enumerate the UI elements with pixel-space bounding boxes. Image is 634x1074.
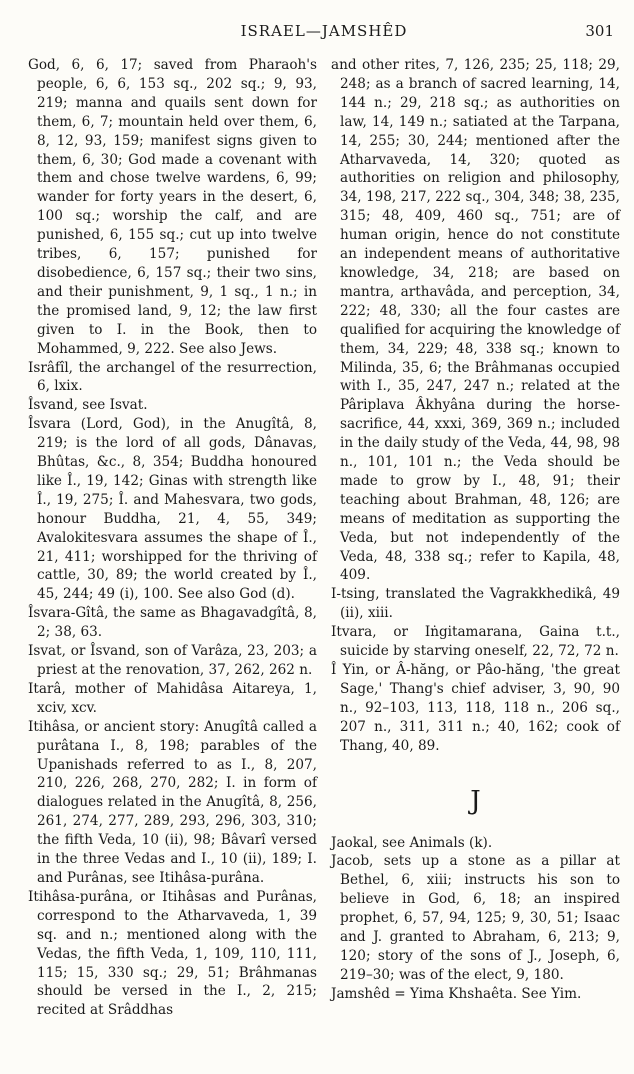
index-entry-itara: Itarâ, mother of Mahidâsa Aitareya, 1, xciv, xcv. bbox=[28, 680, 317, 716]
index-entry-jamshed: Jamshêd = Yima Khshaêta. See Yim. bbox=[331, 985, 582, 1002]
left-column bbox=[28, 56, 317, 1020]
index-entry-itihasa: Itihâsa, or ancient story: Anugîtâ called a purâtana I., 8, 198; parables of the Upanishads referred to as I., 8, 207, 210, 226, 268, 270, 282; I. in form of dialogues related in the Anugîtâ, 8, 256, 261, 274, 277, 289, 293, 296, 303, 310; the fifth Veda, 10 (ii), 98; Bâvarî versed in the three Vedas and I., 10 (ii), 189; I. and Purânas, see Itihâsa-purâna. bbox=[28, 718, 317, 886]
index-entry-jacob: Jacob, sets up a stone as a pillar at Bethel, 6, xiii; instructs his son to believe in God, 6, 18; an inspired prophet, 6, 57, 94, 125; 9, 30, 51; Isaac and J. granted to Abraham, 6, 213; 9, 120; story of the sons of J., Joseph, 6, 219–30; was of the elect, 9, 180. bbox=[331, 853, 620, 983]
page-number: 301 bbox=[585, 22, 614, 40]
index-entry-jaokal: Jaokal, see Animals (k). bbox=[331, 834, 493, 851]
running-title: ISRAEL—JAMSHÊD bbox=[240, 22, 408, 40]
running-head bbox=[28, 22, 620, 44]
index-entry-isvand: Îsvand, see Isvat. bbox=[28, 397, 148, 414]
index-entry-itihasa-purana-continued: and other rites, 7, 126, 235; 25, 118; 29, 248; as a branch of sacred learning, 14, 144 n.; 29, 218 sq.; as authorities on law, 14, 149 n.; satiated at the Tarpana, 14, 255; 30, 244; mentioned after the Atharvaveda, 14, 320; quoted as authorities on religion and philosophy, 34, 198, 217, 222 sq., 304, 348; 38, 235, 315; 48, 409, 460 sq., 751; are of human origin, hence do not constitute an independent means of authoritative knowledge, 34, 218; are based on mantra, arthavâda, and perception, 34, 222; 48, 330; all the four castes are qualified for acquiring the knowledge of them, 34, 229; 48, 338 sq.; known to Milinda, 35, 6; the Brâhmanas occupied with I., 35, 247, 247 n.; related at the Pâriplava Âkhyâna during the horse-sacrifice, 44, xxxi, 369, 369 n.; included in the daily study of the Veda, 44, 98, 98 n., 101, 101 n.; the Veda should be made to grow by I., 48, 91; their teaching about Brahman, 48, 126; are means of meditation as supporting the Veda, but not independently of the Veda, 48, 338 sq.; refer to Kapila, 48, 409. bbox=[331, 57, 620, 584]
index-entry-i-yin: Î Yin, or Â-hăng, or Pâo-hăng, 'the great Sage,' Thang's chief adviser, 3, 90, 90 n., 92–103, 113, 118, 118 n., 206 sq., 207 n., 311, 311 n.; 40, 162; cook of Thang, 40, 89. bbox=[331, 662, 620, 754]
index-entry-israfil: Isrâfîl, the archangel of the resurrection, 6, lxix. bbox=[28, 359, 317, 395]
index-entry-isvara: Îsvara (Lord, God), in the Anugîtâ, 8, 219; is the lord of all gods, Dânavas, Bhûtas, &c., 8, 354; Buddha honoured like Î., 19, 142; Ginas with strength like Î., 19, 275; Î. and Mahesvara, two gods, honour Buddha, 21, 4, 55, 349; Avalokitesvara assumes the shape of Î., 21, 411; worshipped for the thriving of cattle, 30, 89; the world created by Î., 45, 244; 49 (i), 100. See also God (d). bbox=[28, 416, 317, 603]
index-entry-israel-continued: God, 6, 6, 17; saved from Pharaoh's people, 6, 6, 153 sq., 202 sq.; 9, 93, 219; manna and quails sent down for them, 6, 7; mountain held over them, 6, 8, 12, 93, 159; manifest signs given to them, 6, 30; God made a covenant with them and chose twelve wardens, 6, 99; wander for forty years in the desert, 6, 100 sq.; worship the calf, and are punished, 6, 155 sq.; cut up into twelve tribes, 6, 157; punished for disobedience, 6, 157 sq.; their two sins, and their punishment, 9, 1 sq., 1 n.; in the promised land, 9, 12; the law first given to I. in the Book, then to Mohammed, 9, 222. See also Jews. bbox=[28, 57, 317, 357]
index-entry-isvara-gita: Îsvara-Gîtâ, the same as Bhagavadgîtâ, 8, 2; 38, 63. bbox=[28, 605, 317, 641]
index-entry-isvat: Isvat, or Îsvand, son of Varâza, 23, 203; a priest at the renovation, 37, 262, 262 n. bbox=[28, 643, 317, 678]
index-entry-itvara: Itvara, or Iṅgitamarana, Gaina t.t., suicide by starving oneself, 22, 72, 72 n. bbox=[331, 624, 620, 660]
index-columns bbox=[28, 56, 620, 1020]
index-entry-itihasa-purana: Itihâsa-purâna, or Itihâsas and Purânas, correspond to the Atharvaveda, 1, 39 sq. and n.; mentioned along with the Vedas, the fifth Veda, 1, 109, 110, 111, 115; 15, 330 sq.; 29, 51; Brâhmanas should be versed in the I., 2, 215; recited at Srâddhas bbox=[28, 888, 317, 1019]
section-letter-j: J bbox=[470, 785, 481, 816]
right-column bbox=[331, 56, 620, 1020]
index-entry-i-tsing: I-tsing, translated the Vagrakkhedikâ, 49 (ii), xiii. bbox=[331, 586, 620, 622]
